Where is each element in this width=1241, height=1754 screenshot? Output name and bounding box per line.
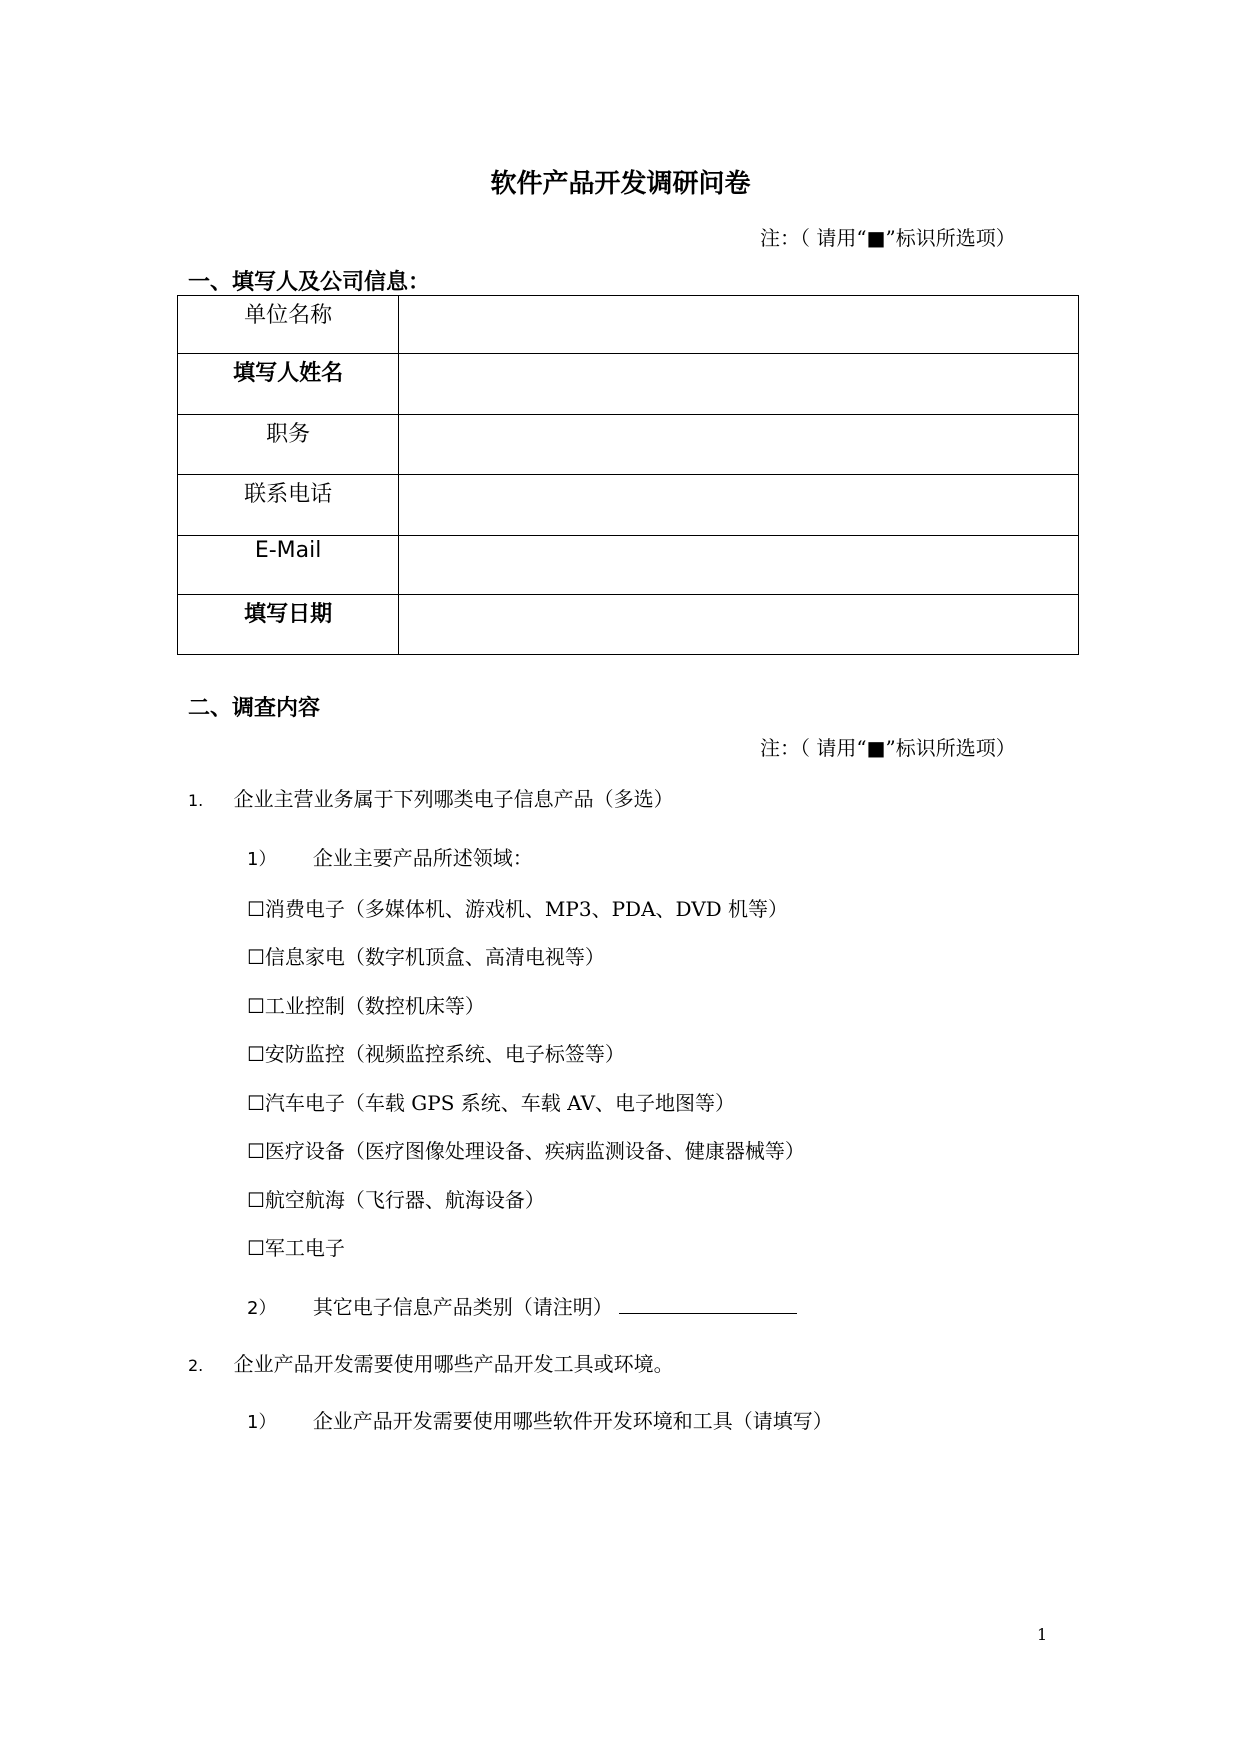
subquestion-text: 企业产品开发需要使用哪些软件开发环境和工具（请填写） xyxy=(312,1409,833,1433)
email-field[interactable] xyxy=(399,536,1079,595)
subquestion-number: 1） xyxy=(247,849,277,870)
label-company: 单位名称 xyxy=(178,296,399,354)
option-medical[interactable]: ☐医疗设备（医疗图像处理设备、疾病监测设备、健康器械等） xyxy=(247,1139,805,1163)
question-number: 1. xyxy=(188,791,204,810)
option-automotive[interactable]: ☐汽车电子（车载 GPS 系统、车载 AV、电子地图等） xyxy=(247,1091,736,1115)
table-row xyxy=(178,296,1079,354)
section-heading-info: 一、填写人及公司信息： xyxy=(188,270,431,295)
info-table xyxy=(177,295,1079,655)
label-email: E-Mail xyxy=(178,536,399,595)
other-category-blank[interactable] xyxy=(619,1293,797,1314)
table-row xyxy=(178,475,1079,536)
page-title: 软件产品开发调研问卷 xyxy=(490,169,751,199)
subquestion-number: 2） xyxy=(247,1298,277,1319)
question-1 xyxy=(188,783,674,812)
subquestion-1-1 xyxy=(247,842,533,871)
selection-note: 注：（ 请用“■”标识所选项） xyxy=(760,226,1016,250)
question-number: 2. xyxy=(188,1356,204,1375)
phone-field[interactable] xyxy=(399,475,1079,536)
subquestion-1-2 xyxy=(247,1291,797,1320)
option-industrial-control[interactable]: ☐工业控制（数控机床等） xyxy=(247,994,485,1018)
selection-note-2: 注：（ 请用“■”标识所选项） xyxy=(760,736,1016,760)
date-field[interactable] xyxy=(399,595,1079,655)
table-row xyxy=(178,354,1079,415)
option-info-appliances[interactable]: ☐信息家电（数字机顶盒、高清电视等） xyxy=(247,945,605,969)
label-phone: 联系电话 xyxy=(178,475,399,536)
question-text: 企业产品开发需要使用哪些产品开发工具或环境。 xyxy=(233,1352,674,1376)
company-field[interactable] xyxy=(399,296,1079,354)
option-security-monitoring[interactable]: ☐安防监控（视频监控系统、电子标签等） xyxy=(247,1042,625,1066)
label-date: 填写日期 xyxy=(178,595,399,655)
subquestion-text: 其它电子信息产品类别（请注明） xyxy=(312,1295,613,1319)
label-name: 填写人姓名 xyxy=(178,354,399,415)
table-row xyxy=(178,536,1079,595)
subquestion-text: 企业主要产品所述领域： xyxy=(312,846,533,870)
page-number: 1 xyxy=(1037,1625,1048,1644)
table-row xyxy=(178,415,1079,475)
option-aerospace-marine[interactable]: ☐航空航海（飞行器、航海设备） xyxy=(247,1188,545,1212)
subquestion-number: 1） xyxy=(247,1412,277,1433)
name-field[interactable] xyxy=(399,354,1079,415)
subquestion-2-1 xyxy=(247,1405,833,1434)
section-heading-survey: 二、调查内容 xyxy=(188,696,321,721)
option-military[interactable]: ☐军工电子 xyxy=(247,1236,345,1260)
label-position: 职务 xyxy=(178,415,399,475)
option-consumer-electronics[interactable]: ☐消费电子（多媒体机、游戏机、MP3、PDA、DVD 机等） xyxy=(247,897,789,921)
position-field[interactable] xyxy=(399,415,1079,475)
question-2 xyxy=(188,1348,674,1377)
question-text: 企业主营业务属于下列哪类电子信息产品（多选） xyxy=(233,787,674,811)
table-row xyxy=(178,595,1079,655)
